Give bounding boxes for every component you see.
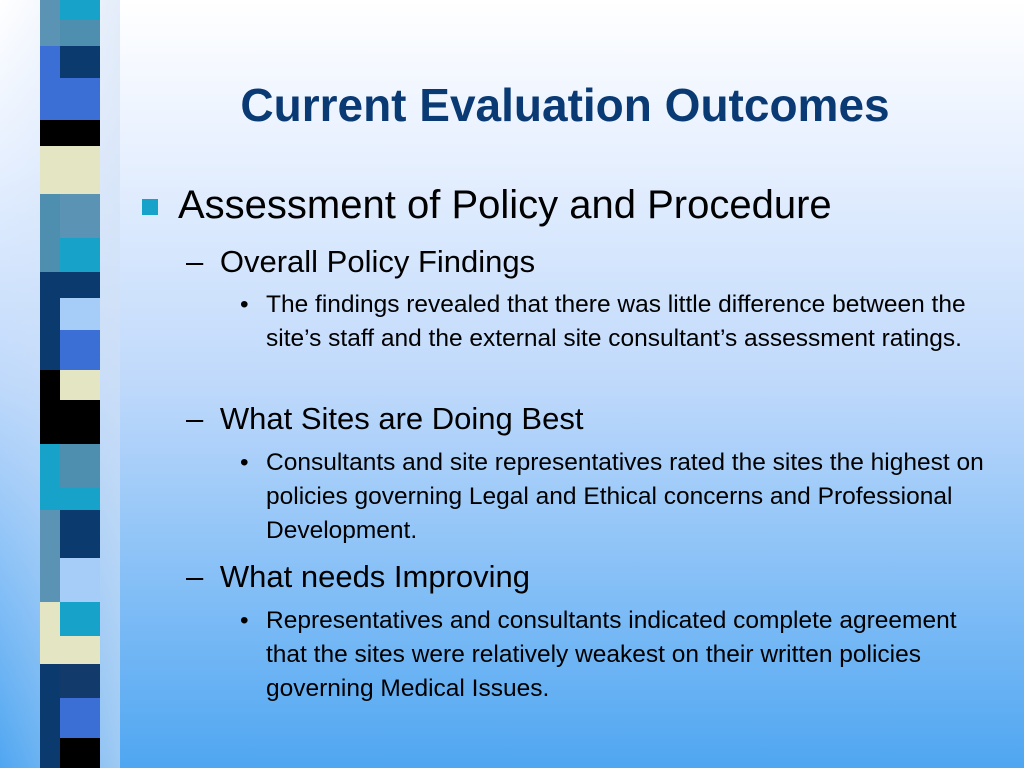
section-heading-text: What needs Improving bbox=[219, 559, 531, 594]
section-detail-text: Consultants and site representatives rated the sites the highest on policies governing Legal and Ethical concerns and Professional Development. bbox=[266, 449, 984, 544]
section-heading-text: Overall Policy Findings bbox=[219, 244, 536, 279]
section-heading bbox=[186, 244, 535, 280]
section-heading bbox=[186, 559, 530, 595]
section-detail bbox=[240, 288, 1000, 356]
section-heading bbox=[186, 401, 583, 437]
bullet-dot-icon: • bbox=[240, 291, 249, 318]
dash-marker: – bbox=[186, 244, 204, 279]
main-bullet-text: Assessment of Policy and Procedure bbox=[178, 183, 832, 227]
section-detail bbox=[240, 446, 1000, 548]
section-detail bbox=[240, 604, 1000, 706]
slide-title: Current Evaluation Outcomes bbox=[240, 79, 890, 131]
section-detail-text: Representatives and consultants indicated complete agreement that the sites were relatively weakest on their written policies governing Medical Issues. bbox=[266, 607, 957, 702]
dash-marker: – bbox=[186, 401, 204, 436]
bullet-dot-icon: • bbox=[240, 607, 249, 634]
decorative-stripe-edge bbox=[40, 0, 60, 768]
dash-marker: – bbox=[186, 559, 204, 594]
square-bullet-icon bbox=[142, 199, 158, 215]
section-heading-text: What Sites are Doing Best bbox=[219, 401, 584, 436]
section-detail-text: The findings revealed that there was little difference between the site’s staff and the external site consultant’s assessment ratings. bbox=[266, 291, 966, 352]
bullet-dot-icon: • bbox=[240, 449, 249, 476]
